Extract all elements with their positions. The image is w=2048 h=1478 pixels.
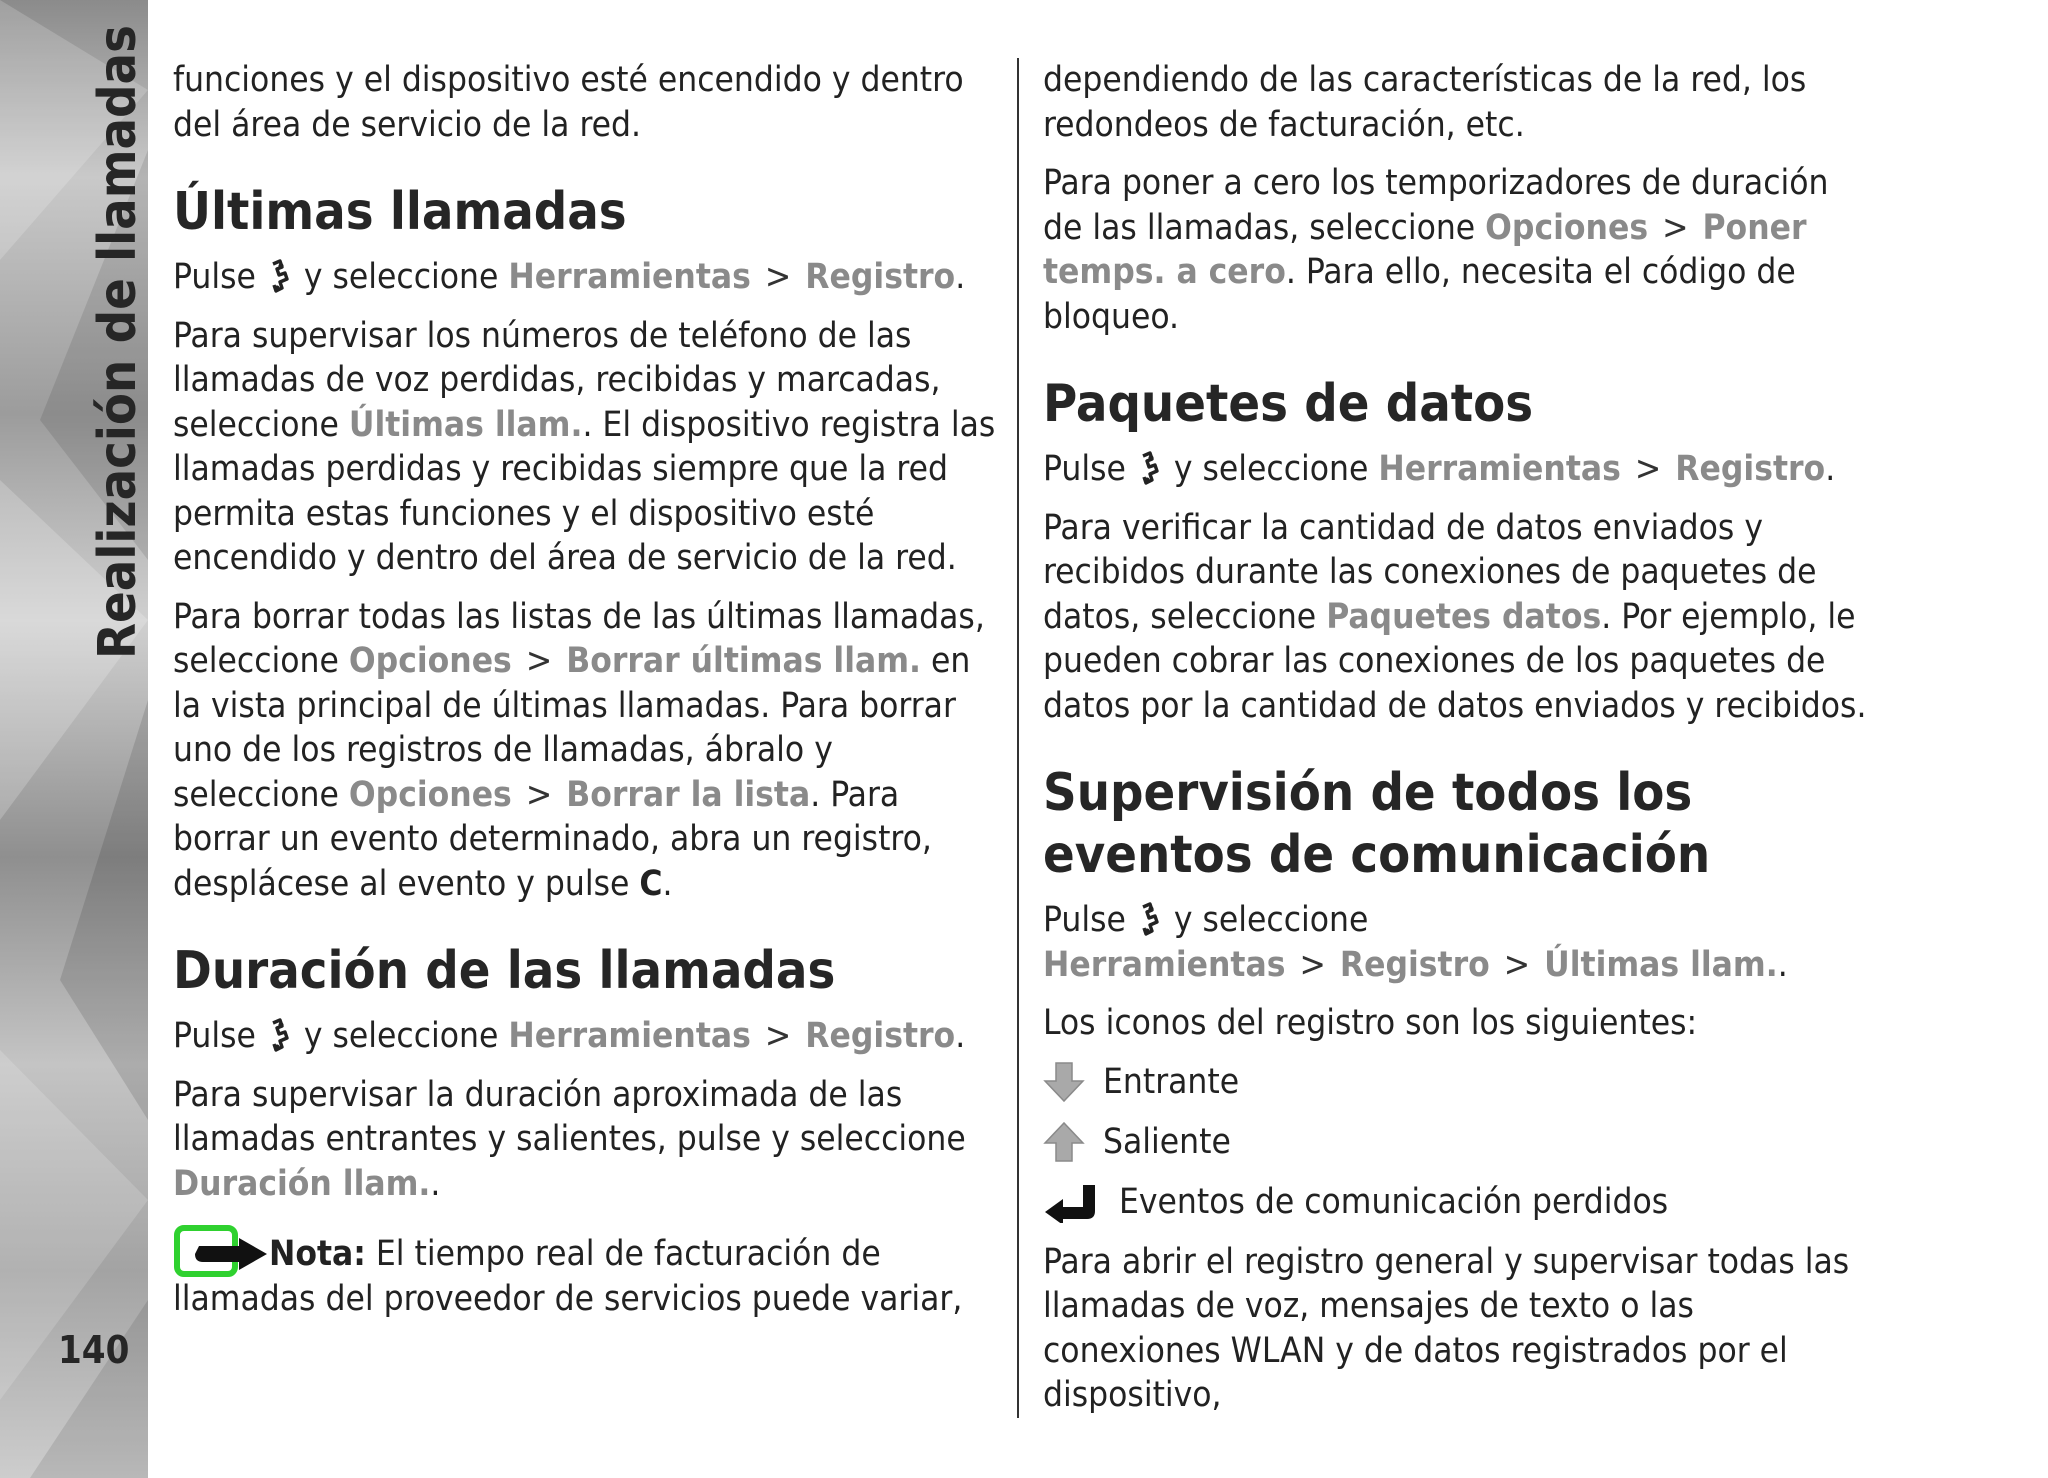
nav-path-ultimas: Pulse y seleccione Herramientas > Registro. — [173, 257, 966, 297]
menu-borrar-ultimas-llam[interactable]: Borrar últimas llam. — [566, 641, 922, 681]
nav-item-registro[interactable]: Registro — [1339, 944, 1490, 985]
menu-key-icon — [264, 258, 294, 296]
nav-item-herramientas[interactable]: Herramientas — [1378, 449, 1621, 489]
left-column — [173, 58, 1005, 1335]
paquetes-paragraph-1: Para verificar la cantidad de datos enviados y recibidos durante las conexiones de paquetes de datos, seleccione Paquetes datos. Por ejemplo, le pueden cobrar las conexiones de los paquetes de datos por la cantidad de datos enviados y recibidos. — [1043, 507, 1867, 726]
arrow-up-icon — [1043, 1121, 1085, 1163]
menu-opciones[interactable]: Opciones — [348, 774, 512, 815]
note-label: Nota: — [269, 1234, 366, 1274]
duracion-paragraph-1: Para supervisar la duración aproximada de las llamadas entrantes y salientes, pulse y seleccione Duración llam.. — [173, 1074, 966, 1204]
left-intro: funciones y el dispositivo esté encendido y dentro del área de servicio de la red. — [173, 60, 964, 145]
missed-event-icon — [1043, 1181, 1103, 1223]
nav-item-registro[interactable]: Registro — [1675, 449, 1826, 489]
side-band — [0, 0, 148, 1478]
icon-label-perdidos: Eventos de comunicación perdidos — [1119, 1181, 1669, 1222]
column-divider — [1017, 58, 1019, 1418]
ultimas-paragraph-1: Para supervisar los números de teléfono de las llamadas de voz perdidas, recibidas y marcadas, seleccione Últimas llam.. El dispositivo registra las llamadas perdidas y recibidas siempre que la red permita estas funciones y el dispositivo esté encendido y dentro del área de servicio de la red. — [173, 315, 996, 578]
menu-opciones[interactable]: Opciones — [1485, 207, 1649, 248]
nav-path-supervision: Pulse y seleccione Herramientas > Registro > Últimas llam.. — [1043, 900, 1788, 985]
menu-poner-temps-a-cero[interactable]: Poner temps. a cero — [1043, 207, 1807, 292]
icon-row-entrante — [1043, 1060, 1875, 1104]
menu-key-icon — [264, 1017, 294, 1055]
key-c: C — [639, 863, 663, 904]
icons-intro: Los iconos del registro son los siguientes: — [1043, 1003, 1698, 1043]
nav-path-paquetes: Pulse y seleccione Herramientas > Registro. — [1043, 449, 1836, 489]
note-hand-icon — [173, 1224, 269, 1282]
heading-ultimas-llamadas: Últimas llamadas — [173, 182, 627, 242]
arrow-down-icon — [1043, 1061, 1085, 1103]
icon-row-saliente — [1043, 1120, 1875, 1164]
heading-duracion-llamadas: Duración de las llamadas — [173, 941, 836, 1001]
menu-paquetes-datos[interactable]: Paquetes datos — [1326, 596, 1602, 637]
section-title: Realización de llamadas — [88, 25, 148, 659]
menu-duracion-llam[interactable]: Duración llam. — [173, 1163, 431, 1204]
right-column — [1043, 58, 1875, 1432]
note-block — [173, 1232, 1005, 1321]
right-intro: dependiendo de las características de la red, los redondeos de facturación, etc. — [1043, 60, 1807, 145]
menu-opciones[interactable]: Opciones — [348, 641, 512, 681]
note-text: Nota: El tiempo real de facturación de llamadas del proveedor de servicios puede variar, — [173, 1234, 963, 1319]
menu-key-icon — [1134, 901, 1164, 939]
icon-label-entrante: Entrante — [1103, 1061, 1240, 1102]
menu-key-icon — [1134, 450, 1164, 488]
page-number: 140 — [58, 1328, 130, 1372]
nav-item-herramientas[interactable]: Herramientas — [508, 257, 751, 297]
icon-label-saliente: Saliente — [1103, 1121, 1231, 1162]
menu-ultimas-llam[interactable]: Últimas llam. — [348, 404, 583, 445]
icon-row-perdidos — [1043, 1180, 1875, 1224]
nav-item-herramientas[interactable]: Herramientas — [1043, 944, 1286, 985]
nav-item-registro[interactable]: Registro — [805, 257, 956, 297]
nav-pulse: Pulse — [173, 257, 256, 297]
nav-separator: > — [764, 257, 792, 297]
nav-item-herramientas[interactable]: Herramientas — [508, 1016, 751, 1056]
closing-paragraph: Para abrir el registro general y supervisar todas las llamadas de voz, mensajes de texto o las conexiones WLAN y de datos registrados por el dispositivo, — [1043, 1241, 1850, 1415]
ultimas-paragraph-2: Para borrar todas las listas de las últimas llamadas, seleccione Opciones > Borrar últimas llam. en la vista principal de últimas llamadas. Para borrar uno de los registros de llamadas, ábralo y seleccione Opciones > Borrar la lista. Para borrar un evento determinado, abra un registro, desplácese al evento y pulse C. — [173, 596, 985, 904]
reset-paragraph: Para poner a cero los temporizadores de duración de las llamadas, seleccione Opciones > Poner temps. a cero. Para ello, necesita el código de bloqueo. — [1043, 163, 1829, 337]
nav-item-registro[interactable]: Registro — [805, 1016, 956, 1056]
nav-path-duracion: Pulse y seleccione Herramientas > Registro. — [173, 1016, 966, 1056]
menu-borrar-la-lista[interactable]: Borrar la lista — [566, 774, 811, 815]
nav-item-ultimas-llam[interactable]: Últimas llam. — [1544, 944, 1778, 985]
nav-select: y seleccione — [303, 257, 499, 297]
heading-supervision-eventos: Supervisión de todos los eventos de comunicación — [1043, 763, 1711, 885]
heading-paquetes-datos: Paquetes de datos — [1043, 374, 1534, 434]
